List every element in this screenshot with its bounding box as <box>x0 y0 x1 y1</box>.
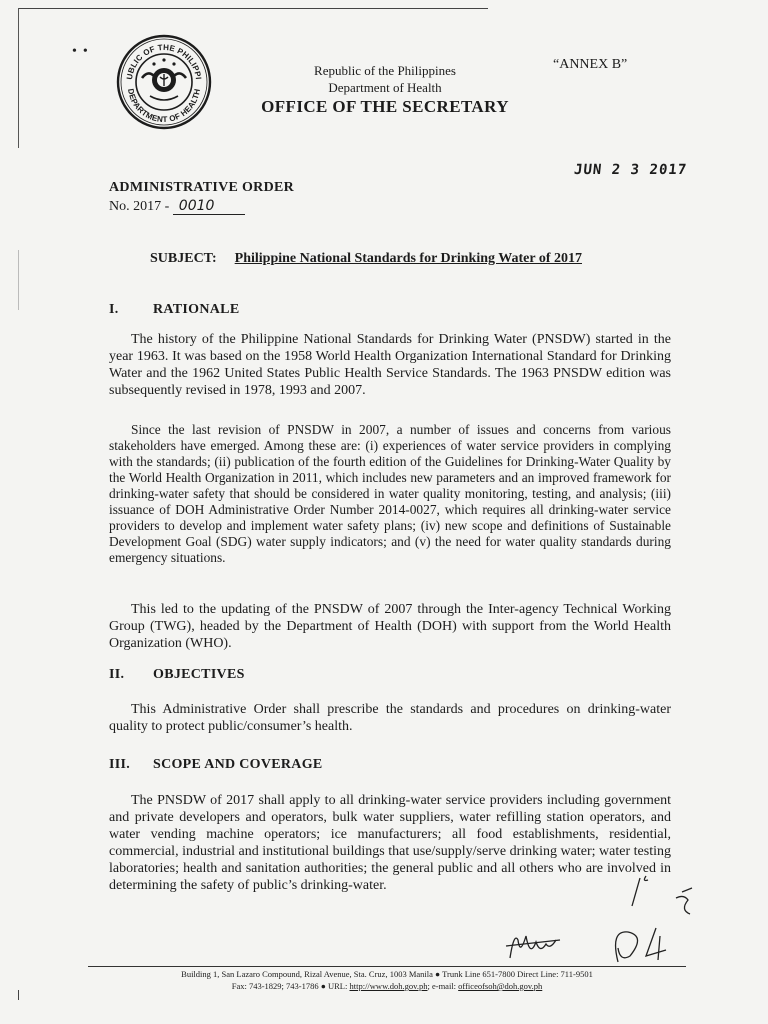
order-type: ADMINISTRATIVE ORDER <box>109 180 295 195</box>
footer-fax: Fax: 743-1829; 743-1786 ● URL: <box>231 981 350 991</box>
header-department: Department of Health <box>328 80 442 95</box>
footer-address: Building 1, San Lazaro Compound, Rizal Avenue, Sta. Cruz, 1003 Manila ● Trunk Line 651-7800 Direct Line: 711-9501 <box>181 969 593 979</box>
paragraph: The PNSDW of 2017 shall apply to all drinking-water service providers including government and private developers and operators, bulk water suppliers, water refilling station operators, and water vending machine operators; ice manufacturers; all food establishments, residential, commercial, industrial and institutional buildings that use/supply/serve drinking water; water testing laboratories; health and sanitation authorities; the general public and all others who are involved in determining the safety of public’s drinking-water. <box>109 793 671 893</box>
order-number <box>109 198 245 215</box>
footer-email-prefix: ; e-mail: <box>427 981 459 991</box>
scan-edge-top <box>18 8 488 9</box>
header-office: OFFICE OF THE SECRETARY <box>261 97 509 116</box>
seal-bottom-text: DEPARTMENT OF HEALTH <box>126 87 202 125</box>
header-country: Republic of the Philippines <box>314 63 456 78</box>
section-title: RATIONALE <box>153 302 240 317</box>
section-numeral: II. <box>109 667 125 682</box>
order-number-prefix: No. 2017 - <box>109 199 170 214</box>
footer-contact <box>88 981 686 991</box>
seal-top-text: UBLIC OF THE PHILIPPI <box>125 42 203 81</box>
footer-url-link[interactable]: http://www.doh.gov.ph <box>349 981 428 991</box>
paragraph: This led to the updating of the PNSDW of 2007 through the Inter-agency Technical Working Group (TWG), headed by the Department of Health (DOH) with support from the World Health Organization (WHO). <box>109 602 671 651</box>
section-heading <box>109 667 245 683</box>
subject-title: Philippine National Standards for Drinking Water of 2017 <box>234 251 582 266</box>
section-numeral: I. <box>109 302 119 317</box>
paragraph: The history of the Philippine National Standards for Drinking Water (PNSDW) started in the year 1963. It was based on the 1958 World Health Organization International Standard for Drinking Water and the 1962 United States Public Health Service Standards. The 1963 PNSDW edition was subsequently revised in 1978, 1993 and 2007. <box>109 332 671 398</box>
section-title: OBJECTIVES <box>153 667 245 682</box>
date-stamp: JUN 2 3 2017 <box>573 162 688 178</box>
section-title: SCOPE AND COVERAGE <box>153 757 323 772</box>
subject-line <box>150 251 582 267</box>
section-heading <box>109 757 323 773</box>
section-numeral: III. <box>109 757 131 772</box>
subject-label: SUBJECT: <box>150 251 217 266</box>
paragraph: This Administrative Order shall prescribe the standards and procedures on drinking-water quality to protect public/consumer’s health. <box>109 702 671 734</box>
scan-speckles: •• <box>72 44 94 59</box>
scan-edge-left <box>18 8 19 148</box>
handwritten-initials <box>470 870 700 965</box>
footer-divider <box>88 966 686 967</box>
scan-edge-left-faint <box>18 250 19 310</box>
paragraph: Since the last revision of PNSDW in 2007, a number of issues and concerns from various stakeholders have emerged. Among these are: (i) experiences of water service providers in complying with the standards; (ii) publication of the fourth edition of the Guidelines for Drinking-Water Quality by the World Health Organization in 2011, which includes new parameters and an improved framework for drinking-water safety that should be considered in water quality monitoring, testing, and analysis; (iii) issuance of DOH Administrative Order Number 2014-0027, which requires all drinking-water service providers to develop and implement water safety plans; (iv) new scope and definitions of Sustainable Development Goal (SDG) water supply indicators; and (v) the need for water quality standards during emergency situations. <box>109 422 671 565</box>
doh-seal-icon <box>116 34 212 130</box>
section-heading <box>109 302 240 318</box>
annex-label: “ANNEX B” <box>553 57 628 72</box>
footer-email-link[interactable]: officeofsoh@doh.gov.ph <box>458 981 543 991</box>
scan-edge-corner <box>18 990 19 1000</box>
order-number-handwritten: 0010 <box>173 198 245 215</box>
